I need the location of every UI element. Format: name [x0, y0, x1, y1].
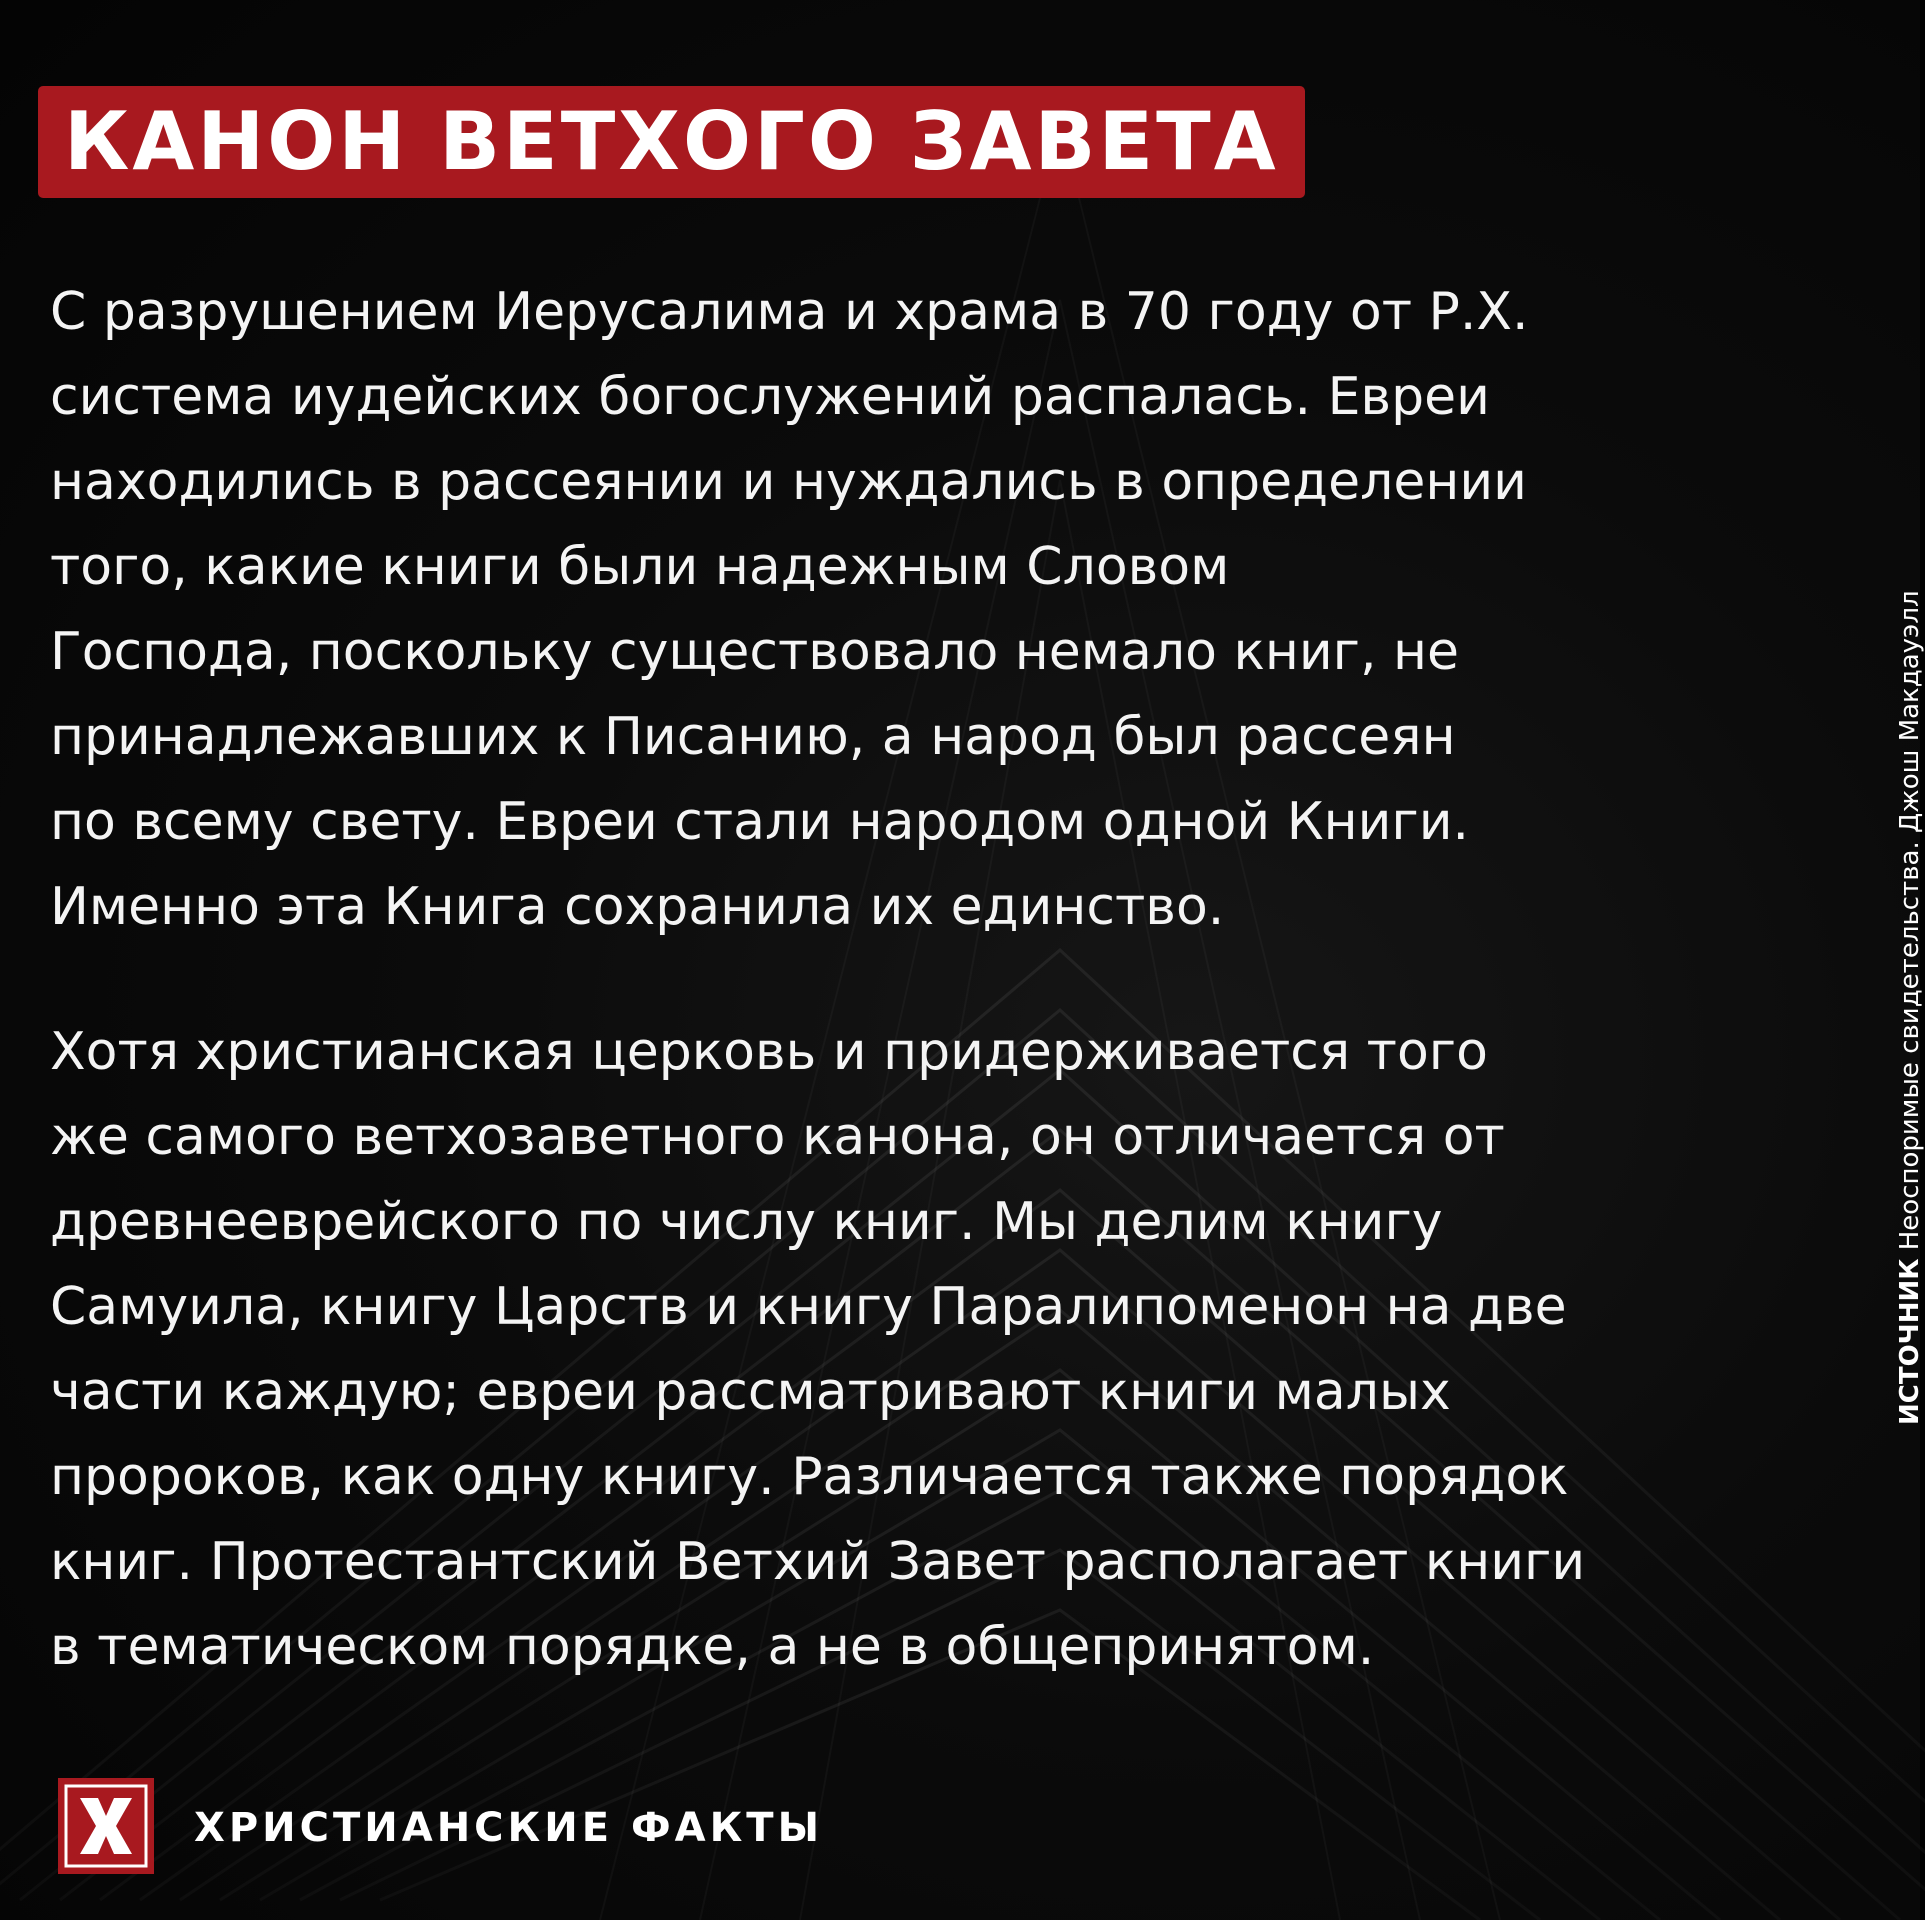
text-line: пророков, как одну книгу. Различается также порядок [50, 1447, 1569, 1507]
text-line: С разрушением Иерусалима и храма в 70 году от Р.Х. [50, 282, 1529, 342]
text-line: древнееврейского по числу книг. Мы делим книгу [50, 1192, 1443, 1252]
text-line: части каждую; евреи рассматривают книги малых [50, 1362, 1451, 1422]
source-text: Неоспоримые свидетельства. Джош Макдауэлл [1895, 590, 1925, 1251]
body-text [50, 270, 1810, 1690]
text-line: система иудейских богослужений распалась. Евреи [50, 367, 1490, 427]
page-title: КАНОН ВЕТХОГО ЗАВЕТА [64, 95, 1279, 188]
text-line: находились в рассеянии и нуждались в определении [50, 452, 1527, 512]
text-line: принадлежавших к Писанию, а народ был рассеян [50, 707, 1456, 767]
title-banner [38, 86, 1305, 198]
text-line: Самуила, книгу Царств и книгу Паралипоменон на две [50, 1277, 1567, 1337]
x-book-logo-icon [58, 1778, 154, 1874]
brand-name: ХРИСТИАНСКИЕ ФАКТЫ [194, 1805, 824, 1851]
paragraph-1 [50, 270, 1810, 950]
paragraph-2 [50, 1010, 1810, 1690]
source-credit [1897, 590, 1923, 1425]
text-line: в тематическом порядке, а не в общепринятом. [50, 1617, 1375, 1677]
text-line: Господа, поскольку существовало немало книг, не [50, 622, 1460, 682]
paragraph-spacer [50, 950, 1810, 1010]
text-line: того, какие книги были надежным Словом [50, 537, 1230, 597]
text-line: же самого ветхозаветного канона, он отличается от [50, 1107, 1505, 1167]
text-line: книг. Протестантский Ветхий Завет располагает книги [50, 1532, 1586, 1592]
text-line: Именно эта Книга сохранила их единство. [50, 877, 1225, 937]
text-line: Хотя христианская церковь и придерживается того [50, 1022, 1488, 1082]
source-label: ИСТОЧНИК [1895, 1258, 1925, 1425]
text-line: по всему свету. Евреи стали народом одной Книги. [50, 792, 1470, 852]
